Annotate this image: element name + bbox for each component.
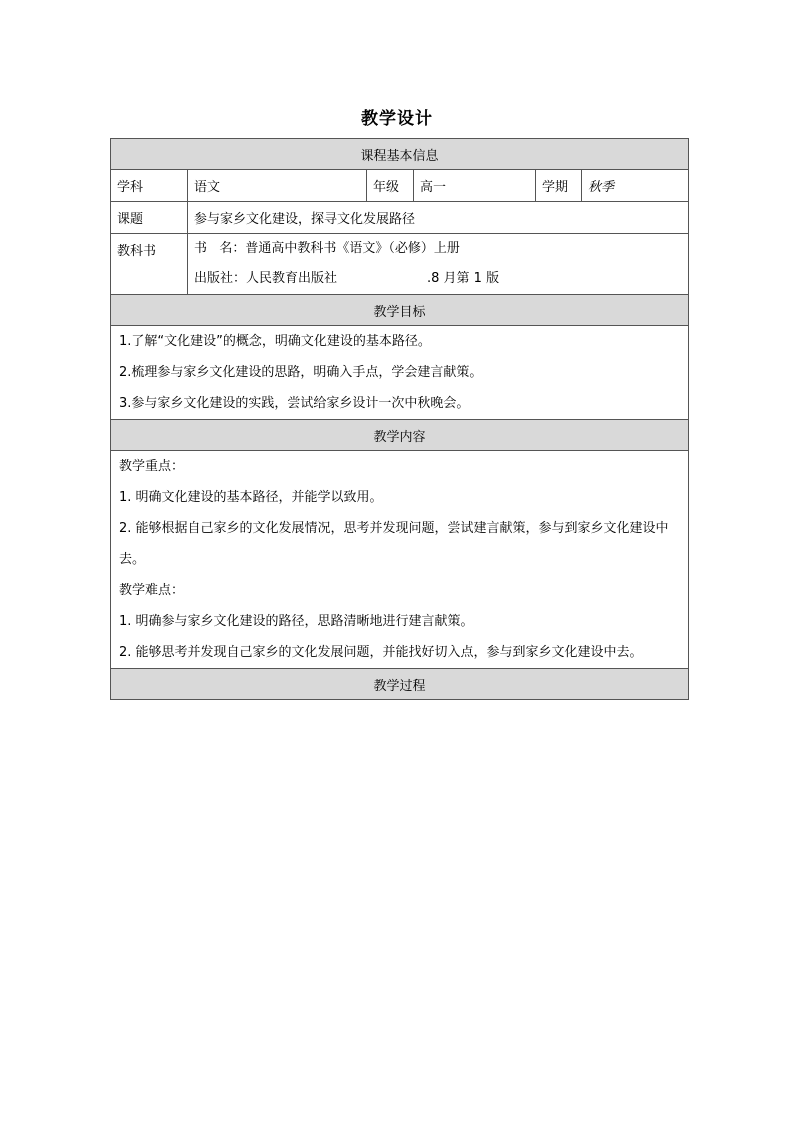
- difficulty-item: 1. 明确参与家乡文化建设的路径，思路清晰地进行建言献策。: [119, 614, 474, 629]
- topic-row: [111, 202, 689, 234]
- process-header-row: [111, 669, 689, 700]
- content-row: [111, 451, 689, 669]
- difficulties-title: 教学难点：: [119, 583, 185, 598]
- textbook-details: [188, 234, 689, 295]
- term-value: 秋季: [582, 170, 689, 202]
- objectives-row: [111, 326, 689, 420]
- subject-row: [111, 170, 689, 202]
- term-label: 学期: [536, 170, 582, 202]
- key-points-title: 教学重点：: [119, 459, 185, 474]
- key-point-item: 1. 明确文化建设的基本路径，并能学以致用。: [119, 490, 383, 505]
- content-header-row: [111, 420, 689, 451]
- basic-info-header-row: [111, 139, 689, 170]
- textbook-row: [111, 234, 689, 295]
- process-section-title: 教学过程: [111, 669, 689, 700]
- objectives-list: [111, 326, 689, 420]
- difficulty-item: 2. 能够思考并发现自己家乡的文化发展问题，并能找好切入点，参与到家乡文化建设中去。: [119, 645, 643, 660]
- objective-item: 1.了解“文化建设”的概念，明确文化建设的基本路径。: [119, 334, 431, 349]
- objective-item: 2.梳理参与家乡文化建设的思路，明确入手点，学会建言献策。: [119, 365, 483, 380]
- basic-info-section-title: 课程基本信息: [111, 139, 689, 170]
- topic-value: 参与家乡文化建设，探寻文化发展路径: [188, 202, 689, 234]
- lesson-plan-table: [110, 138, 689, 700]
- textbook-publisher-line: [188, 264, 688, 294]
- objectives-section-title: 教学目标: [111, 295, 689, 326]
- textbook-label: 教科书: [111, 234, 188, 295]
- content-section-title: 教学内容: [111, 420, 689, 451]
- grade-value: 高一: [414, 170, 536, 202]
- key-point-item: 2. 能够根据自己家乡的文化发展情况，思考并发现问题，尝试建言献策，参与到家乡文化建设中去。: [119, 521, 669, 567]
- document-title: 教学设计: [361, 109, 433, 129]
- textbook-name: 书 名：普通高中教科书《语文》（必修）上册: [194, 241, 460, 256]
- textbook-edition: .8 月第 1 版: [427, 271, 500, 286]
- topic-label: 课题: [111, 202, 188, 234]
- subject-label: 学科: [111, 170, 188, 202]
- textbook-publisher: 出版社：人民教育出版社: [194, 271, 338, 286]
- grade-label: 年级: [367, 170, 414, 202]
- objectives-header-row: [111, 295, 689, 326]
- objective-item: 3.参与家乡文化建设的实践，尝试给家乡设计一次中秋晚会。: [119, 396, 470, 411]
- content-body: [111, 451, 689, 669]
- subject-value: 语文: [188, 170, 367, 202]
